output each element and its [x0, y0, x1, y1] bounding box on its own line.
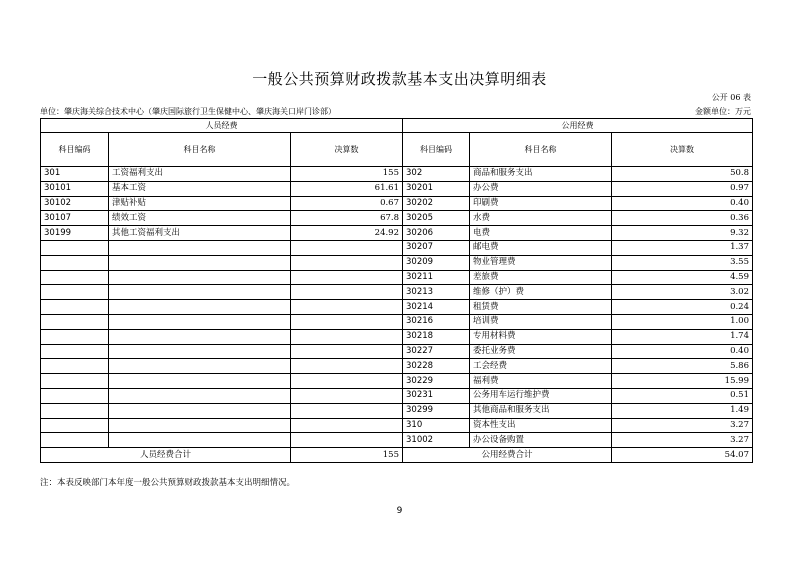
table-row [41, 344, 753, 359]
public-amount-cell: 1.74 [612, 329, 753, 344]
personnel-code-cell [41, 255, 109, 270]
personnel-code-cell [41, 270, 109, 285]
public-code-cell: 30229 [403, 374, 470, 389]
public-total-label: 公用经费合计 [403, 448, 612, 463]
public-name-cell: 印刷费 [470, 196, 612, 211]
personnel-name-cell [109, 374, 291, 389]
public-name-cell: 办公费 [470, 181, 612, 196]
personnel-amount-cell [291, 285, 403, 300]
personnel-amount-cell [291, 359, 403, 374]
table-row [41, 270, 753, 285]
personnel-amount-cell [291, 329, 403, 344]
public-amount-cell: 3.27 [612, 433, 753, 448]
table-row [41, 196, 753, 211]
table-row [41, 300, 753, 315]
personnel-name-cell [109, 314, 291, 329]
table-row [41, 255, 753, 270]
public-amount-cell: 0.36 [612, 211, 753, 226]
form-code: 公开 06 表 [711, 93, 751, 102]
personnel-name-cell: 其他工资福利支出 [109, 226, 291, 241]
table-row [41, 314, 753, 329]
personnel-name-cell [109, 240, 291, 255]
personnel-name-cell [109, 344, 291, 359]
public-code-cell: 30218 [403, 329, 470, 344]
personnel-code-cell [41, 433, 109, 448]
public-amount-cell: 4.59 [612, 270, 753, 285]
table-row [41, 433, 753, 448]
personnel-code-cell [41, 359, 109, 374]
personnel-amount-cell [291, 240, 403, 255]
public-name-cell: 水费 [470, 211, 612, 226]
public-code-cell: 30214 [403, 300, 470, 315]
amount-unit: 金额单位：万元 [695, 107, 751, 116]
personnel-name-cell [109, 329, 291, 344]
personnel-amount-cell [291, 344, 403, 359]
personnel-code-cell [41, 403, 109, 418]
public-name-cell: 工会经费 [470, 359, 612, 374]
personnel-code-cell: 301 [41, 167, 109, 182]
section-header-row [41, 119, 753, 133]
col-header-name: 科目名称 [470, 133, 612, 167]
public-code-cell: 30201 [403, 181, 470, 196]
public-amount-cell: 5.86 [612, 359, 753, 374]
public-name-cell: 商品和服务支出 [470, 167, 612, 182]
table-row [41, 418, 753, 433]
personnel-code-cell [41, 300, 109, 315]
public-code-cell: 302 [403, 167, 470, 182]
public-amount-cell: 0.40 [612, 196, 753, 211]
table-row [41, 285, 753, 300]
column-header-row [41, 133, 753, 167]
personnel-code-cell [41, 344, 109, 359]
table-row [41, 226, 753, 241]
table-row [41, 374, 753, 389]
public-name-cell: 租赁费 [470, 300, 612, 315]
public-name-cell: 公务用车运行维护费 [470, 388, 612, 403]
personnel-code-cell: 30102 [41, 196, 109, 211]
reporting-unit: 单位：肇庆海关综合技术中心（肇庆国际旅行卫生保健中心、肇庆海关口岸门诊部） [40, 107, 336, 116]
personnel-name-cell: 基本工资 [109, 181, 291, 196]
personnel-name-cell [109, 359, 291, 374]
personnel-name-cell [109, 433, 291, 448]
personnel-name-cell [109, 255, 291, 270]
public-code-cell: 30228 [403, 359, 470, 374]
personnel-total-value: 155 [291, 448, 403, 463]
public-code-cell: 30216 [403, 314, 470, 329]
table-row [41, 403, 753, 418]
personnel-name-cell: 工资福利支出 [109, 167, 291, 182]
personnel-amount-cell: 67.8 [291, 211, 403, 226]
personnel-amount-cell: 61.61 [291, 181, 403, 196]
table-row [41, 329, 753, 344]
personnel-amount-cell [291, 374, 403, 389]
public-amount-cell: 3.02 [612, 285, 753, 300]
personnel-amount-cell [291, 403, 403, 418]
personnel-code-cell [41, 374, 109, 389]
personnel-code-cell: 30199 [41, 226, 109, 241]
public-code-cell: 30207 [403, 240, 470, 255]
table-row [41, 240, 753, 255]
public-code-cell: 31002 [403, 433, 470, 448]
expenditure-table [40, 118, 753, 463]
personnel-amount-cell [291, 314, 403, 329]
section-public: 公用经费 [403, 119, 753, 133]
public-code-cell: 30231 [403, 388, 470, 403]
personnel-name-cell: 绩效工资 [109, 211, 291, 226]
public-name-cell: 电费 [470, 226, 612, 241]
totals-row [41, 448, 753, 463]
public-name-cell: 维修（护）费 [470, 285, 612, 300]
personnel-amount-cell: 0.67 [291, 196, 403, 211]
table-row [41, 211, 753, 226]
public-name-cell: 福利费 [470, 374, 612, 389]
personnel-code-cell [41, 240, 109, 255]
page-number: 9 [396, 506, 403, 516]
personnel-amount-cell: 24.92 [291, 226, 403, 241]
public-name-cell: 物业管理费 [470, 255, 612, 270]
personnel-name-cell [109, 285, 291, 300]
col-header-amount: 决算数 [612, 133, 753, 167]
public-name-cell: 委托业务费 [470, 344, 612, 359]
public-name-cell: 资本性支出 [470, 418, 612, 433]
personnel-name-cell [109, 403, 291, 418]
public-name-cell: 邮电费 [470, 240, 612, 255]
public-code-cell: 30213 [403, 285, 470, 300]
public-code-cell: 30211 [403, 270, 470, 285]
col-header-code: 科目编码 [41, 133, 109, 167]
public-amount-cell: 1.00 [612, 314, 753, 329]
public-amount-cell: 0.97 [612, 181, 753, 196]
personnel-amount-cell [291, 418, 403, 433]
public-amount-cell: 0.40 [612, 344, 753, 359]
public-name-cell: 专用材料费 [470, 329, 612, 344]
personnel-name-cell [109, 270, 291, 285]
table-row [41, 388, 753, 403]
personnel-code-cell: 30101 [41, 181, 109, 196]
public-code-cell: 30205 [403, 211, 470, 226]
col-header-name: 科目名称 [109, 133, 291, 167]
page-title: 一般公共预算财政拨款基本支出决算明细表 [252, 70, 547, 88]
public-name-cell: 培训费 [470, 314, 612, 329]
personnel-amount-cell [291, 270, 403, 285]
personnel-name-cell [109, 388, 291, 403]
personnel-amount-cell [291, 255, 403, 270]
public-amount-cell: 1.49 [612, 403, 753, 418]
personnel-code-cell [41, 285, 109, 300]
personnel-name-cell [109, 418, 291, 433]
public-code-cell: 30299 [403, 403, 470, 418]
public-total-value: 54.07 [612, 448, 753, 463]
personnel-name-cell: 津贴补贴 [109, 196, 291, 211]
col-header-amount: 决算数 [291, 133, 403, 167]
personnel-code-cell [41, 418, 109, 433]
personnel-code-cell [41, 314, 109, 329]
public-amount-cell: 50.8 [612, 167, 753, 182]
public-amount-cell: 3.55 [612, 255, 753, 270]
public-amount-cell: 9.32 [612, 226, 753, 241]
public-code-cell: 30209 [403, 255, 470, 270]
personnel-total-label: 人员经费合计 [41, 448, 291, 463]
personnel-name-cell [109, 300, 291, 315]
public-name-cell: 其他商品和服务支出 [470, 403, 612, 418]
footnote: 注：本表反映部门本年度一般公共预算财政拨款基本支出明细情况。 [40, 478, 296, 488]
col-header-code: 科目编码 [403, 133, 470, 167]
public-code-cell: 30227 [403, 344, 470, 359]
public-amount-cell: 1.37 [612, 240, 753, 255]
public-amount-cell: 0.24 [612, 300, 753, 315]
personnel-code-cell [41, 388, 109, 403]
table-row [41, 167, 753, 182]
personnel-amount-cell: 155 [291, 167, 403, 182]
table-row [41, 181, 753, 196]
personnel-amount-cell [291, 300, 403, 315]
public-code-cell: 310 [403, 418, 470, 433]
public-code-cell: 30206 [403, 226, 470, 241]
section-personnel: 人员经费 [41, 119, 403, 133]
personnel-code-cell: 30107 [41, 211, 109, 226]
personnel-code-cell [41, 329, 109, 344]
table-row [41, 359, 753, 374]
personnel-amount-cell [291, 388, 403, 403]
personnel-amount-cell [291, 433, 403, 448]
public-name-cell: 办公设备购置 [470, 433, 612, 448]
public-name-cell: 差旅费 [470, 270, 612, 285]
public-amount-cell: 0.51 [612, 388, 753, 403]
public-code-cell: 30202 [403, 196, 470, 211]
public-amount-cell: 15.99 [612, 374, 753, 389]
public-amount-cell: 3.27 [612, 418, 753, 433]
